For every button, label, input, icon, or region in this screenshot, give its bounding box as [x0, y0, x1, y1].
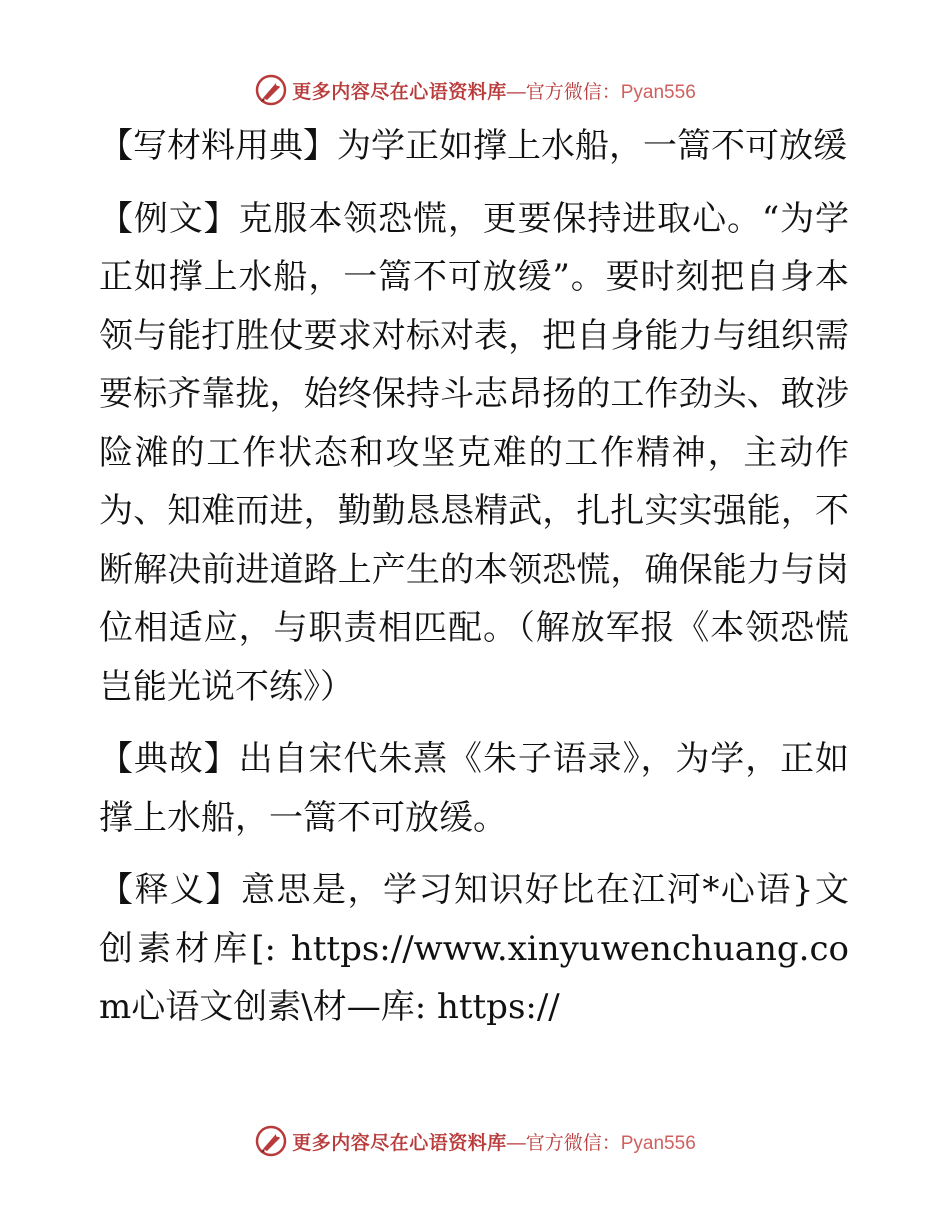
footer-wechat-label: 官方微信： — [525, 1132, 621, 1154]
footer-banner-main: 更多内容尽在心语资料库 — [292, 1132, 507, 1154]
paragraph-text: 出自宋代朱熹《朱子语录》，为学，正如撑上水船，一篙不可放缓。 — [99, 739, 850, 838]
paragraph-allusion — [99, 730, 849, 847]
paragraph-tag: 【例文】 — [99, 198, 239, 239]
paragraph-text: 为学正如撑上水船，一篙不可放缓 — [337, 126, 847, 166]
footer-banner-text — [292, 1128, 696, 1155]
document-body — [99, 117, 849, 1051]
header-banner-dash: — — [506, 81, 526, 103]
paragraph-material-quote — [99, 117, 849, 176]
header-banner-text — [292, 77, 696, 104]
paragraph-tag: 【典故】 — [99, 739, 239, 779]
paragraph-tag: 【写材料用典】 — [99, 126, 337, 166]
header-banner-main: 更多内容尽在心语资料库 — [292, 81, 507, 103]
footer-wechat-id: Pyan556 — [620, 1132, 696, 1154]
pen-logo-icon — [254, 1124, 288, 1158]
pen-logo-icon — [254, 73, 288, 107]
paragraph-example — [99, 190, 849, 717]
header-wechat-label: 官方微信： — [525, 81, 621, 103]
footer-banner — [0, 1121, 950, 1161]
header-banner — [0, 70, 950, 110]
header-wechat-id: Pyan556 — [620, 81, 696, 103]
paragraph-interpretation — [99, 861, 849, 1037]
paragraph-text: 克服本领恐慌，更要保持进取心。“为学正如撑上水船，一篙不可放缓”。要时刻把自身本领与能打胜仗要求对标对表，把自身能力与组织需要标齐靠拢，始终保持斗志昂扬的工作劲头、敢涉险滩的工作状态和攻坚克难的工作精神，主动作为、知难而进，勤勤恳恳精武，扎扎实实强能，不断解决前进道路上产生的本领恐慌，确保能力与岗位相适应，与职责相匹配。（解放军报《本领恐慌岂能光说不练》） — [99, 198, 849, 707]
paragraph-text: 意思是，学习知识好比在江河*心语}文创素材库[: https://www.xinyuwenchuang.com心语文创素\材—库: https:// — [99, 870, 850, 1027]
footer-banner-dash: — — [506, 1132, 526, 1154]
paragraph-tag: 【释义】 — [99, 870, 241, 910]
